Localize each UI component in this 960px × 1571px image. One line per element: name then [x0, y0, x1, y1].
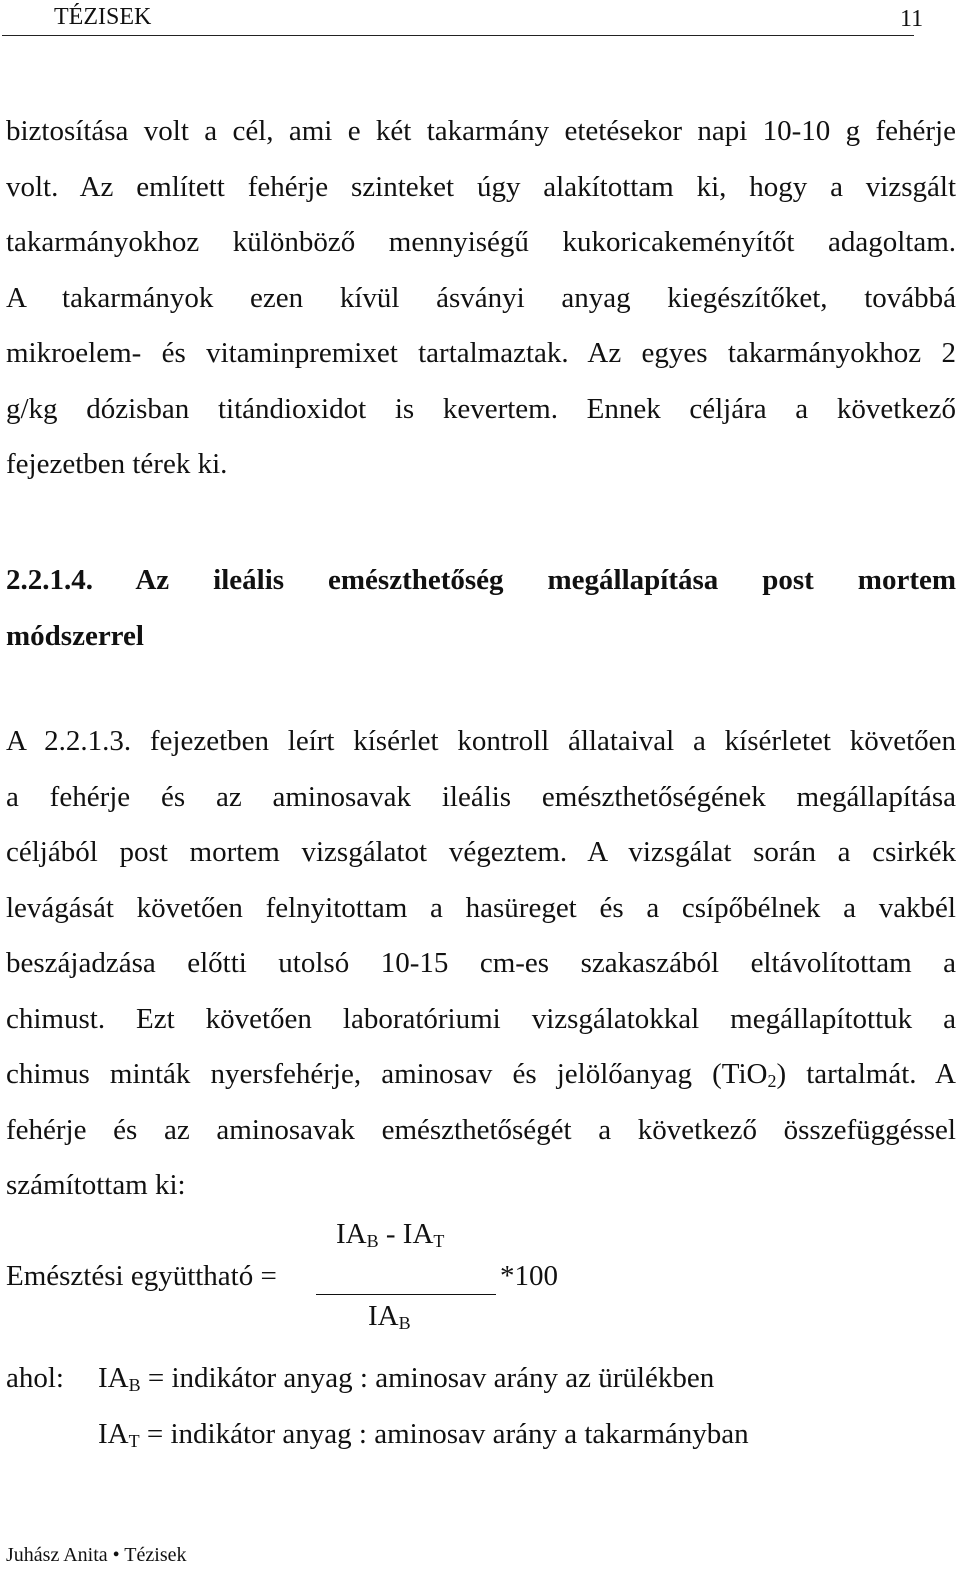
page-number: 11: [900, 6, 924, 32]
paragraph-2-line: levágását követően felnyitottam a hasüreget és a csípőbélnek a vakbél: [6, 891, 956, 924]
definition-iab-text: = indikátor anyag : aminosav arány az ürülékben: [140, 1362, 715, 1394]
paragraph-2-line: beszájadzása előtti utolsó 10-15 cm-es szakaszából eltávolítottam a: [6, 947, 956, 979]
denominator-sub-b: B: [398, 1313, 411, 1333]
paragraph-2: [6, 714, 956, 1214]
paragraph-2-line: a fehérje és az aminosavak ileális emészthetőségének megállapítása: [6, 780, 956, 813]
section-heading-line: módszerrel: [6, 620, 144, 652]
paragraph-2-line: fehérje és az aminosavak emészthetőségét a következő összefüggéssel: [6, 1113, 956, 1146]
numerator-ia: IA: [336, 1218, 367, 1250]
section-heading-line: 2.2.1.4. Az ileális emészthetőség megállapítása post mortem: [6, 564, 956, 596]
formula-denominator: [368, 1300, 411, 1333]
definition-iat: [98, 1418, 749, 1451]
formula-label: Emésztési együttható =: [6, 1260, 277, 1292]
definition-iab: [98, 1362, 714, 1395]
paragraph-1-line: takarmányokhoz különböző mennyiségű kukoricakeményítőt adagoltam.: [6, 226, 956, 258]
paragraph-1-line: g/kg dózisban titándioxidot is kevertem. Ennek céljára a következő: [6, 392, 956, 425]
definition-iat-sub: T: [128, 1431, 140, 1451]
paragraph-2-line: chimust. Ezt követően laboratóriumi vizsgálatokkal megállapítottuk a: [6, 1002, 956, 1035]
paragraph-1-line: mikroelem- és vitaminpremixet tartalmaztak. Az egyes takarmányokhoz 2: [6, 337, 956, 369]
definition-iat-ia: IA: [98, 1418, 129, 1450]
header-rule: [2, 35, 914, 36]
page-footer: Juhász Anita • Tézisek: [6, 1544, 187, 1566]
header-title: TÉZISEK: [54, 4, 152, 30]
paragraph-1-line: fejezetben térek ki.: [6, 448, 228, 480]
definitions-label: ahol:: [6, 1362, 64, 1394]
paragraph-1-line: volt. Az említett fehérje szinteket úgy alakítottam ki, hogy a vizsgált: [6, 170, 956, 203]
fraction-bar: [316, 1294, 496, 1295]
paragraph-2-line: A 2.2.1.3. fejezetben leírt kísérlet kontroll állataival a kísérletet követően: [6, 725, 956, 757]
numerator-sub-b: B: [366, 1231, 379, 1251]
digestibility-formula: [6, 1218, 956, 1338]
tio2-text-after: ) tartalmát. A: [776, 1058, 956, 1090]
tio2-text-before: chimus minták nyersfehérje, aminosav és jelölőanyag (TiO: [6, 1058, 768, 1090]
denominator-ia: IA: [368, 1300, 399, 1332]
paragraph-1-line: A takarmányok ezen kívül ásványi anyag kiegészítőket, továbbá: [6, 281, 956, 314]
definition-iab-sub: B: [128, 1375, 141, 1395]
definition-iab-ia: IA: [98, 1362, 129, 1394]
paragraph-2-line: számítottam ki:: [6, 1169, 186, 1201]
numerator-sub-t: T: [433, 1231, 445, 1251]
formula-numerator: [336, 1218, 444, 1251]
paragraph-1-line: biztosítása volt a cél, ami e két takarmány etetésekor napi 10-10 g fehérje: [6, 115, 956, 147]
numerator-minus-ia: - IA: [378, 1218, 434, 1250]
paragraph-1: [6, 104, 956, 493]
definition-iat-text: = indikátor anyag : aminosav arány a takarmányban: [139, 1418, 749, 1450]
section-heading: [6, 552, 956, 664]
tio2-subscript: 2: [767, 1071, 777, 1091]
paragraph-2-line: céljából post mortem vizsgálatot végeztem. A vizsgálat során a csirkék: [6, 836, 956, 868]
page-header: [0, 0, 960, 38]
formula-multiplier: *100: [500, 1260, 558, 1292]
paragraph-2-line-tio2: [6, 1047, 956, 1103]
